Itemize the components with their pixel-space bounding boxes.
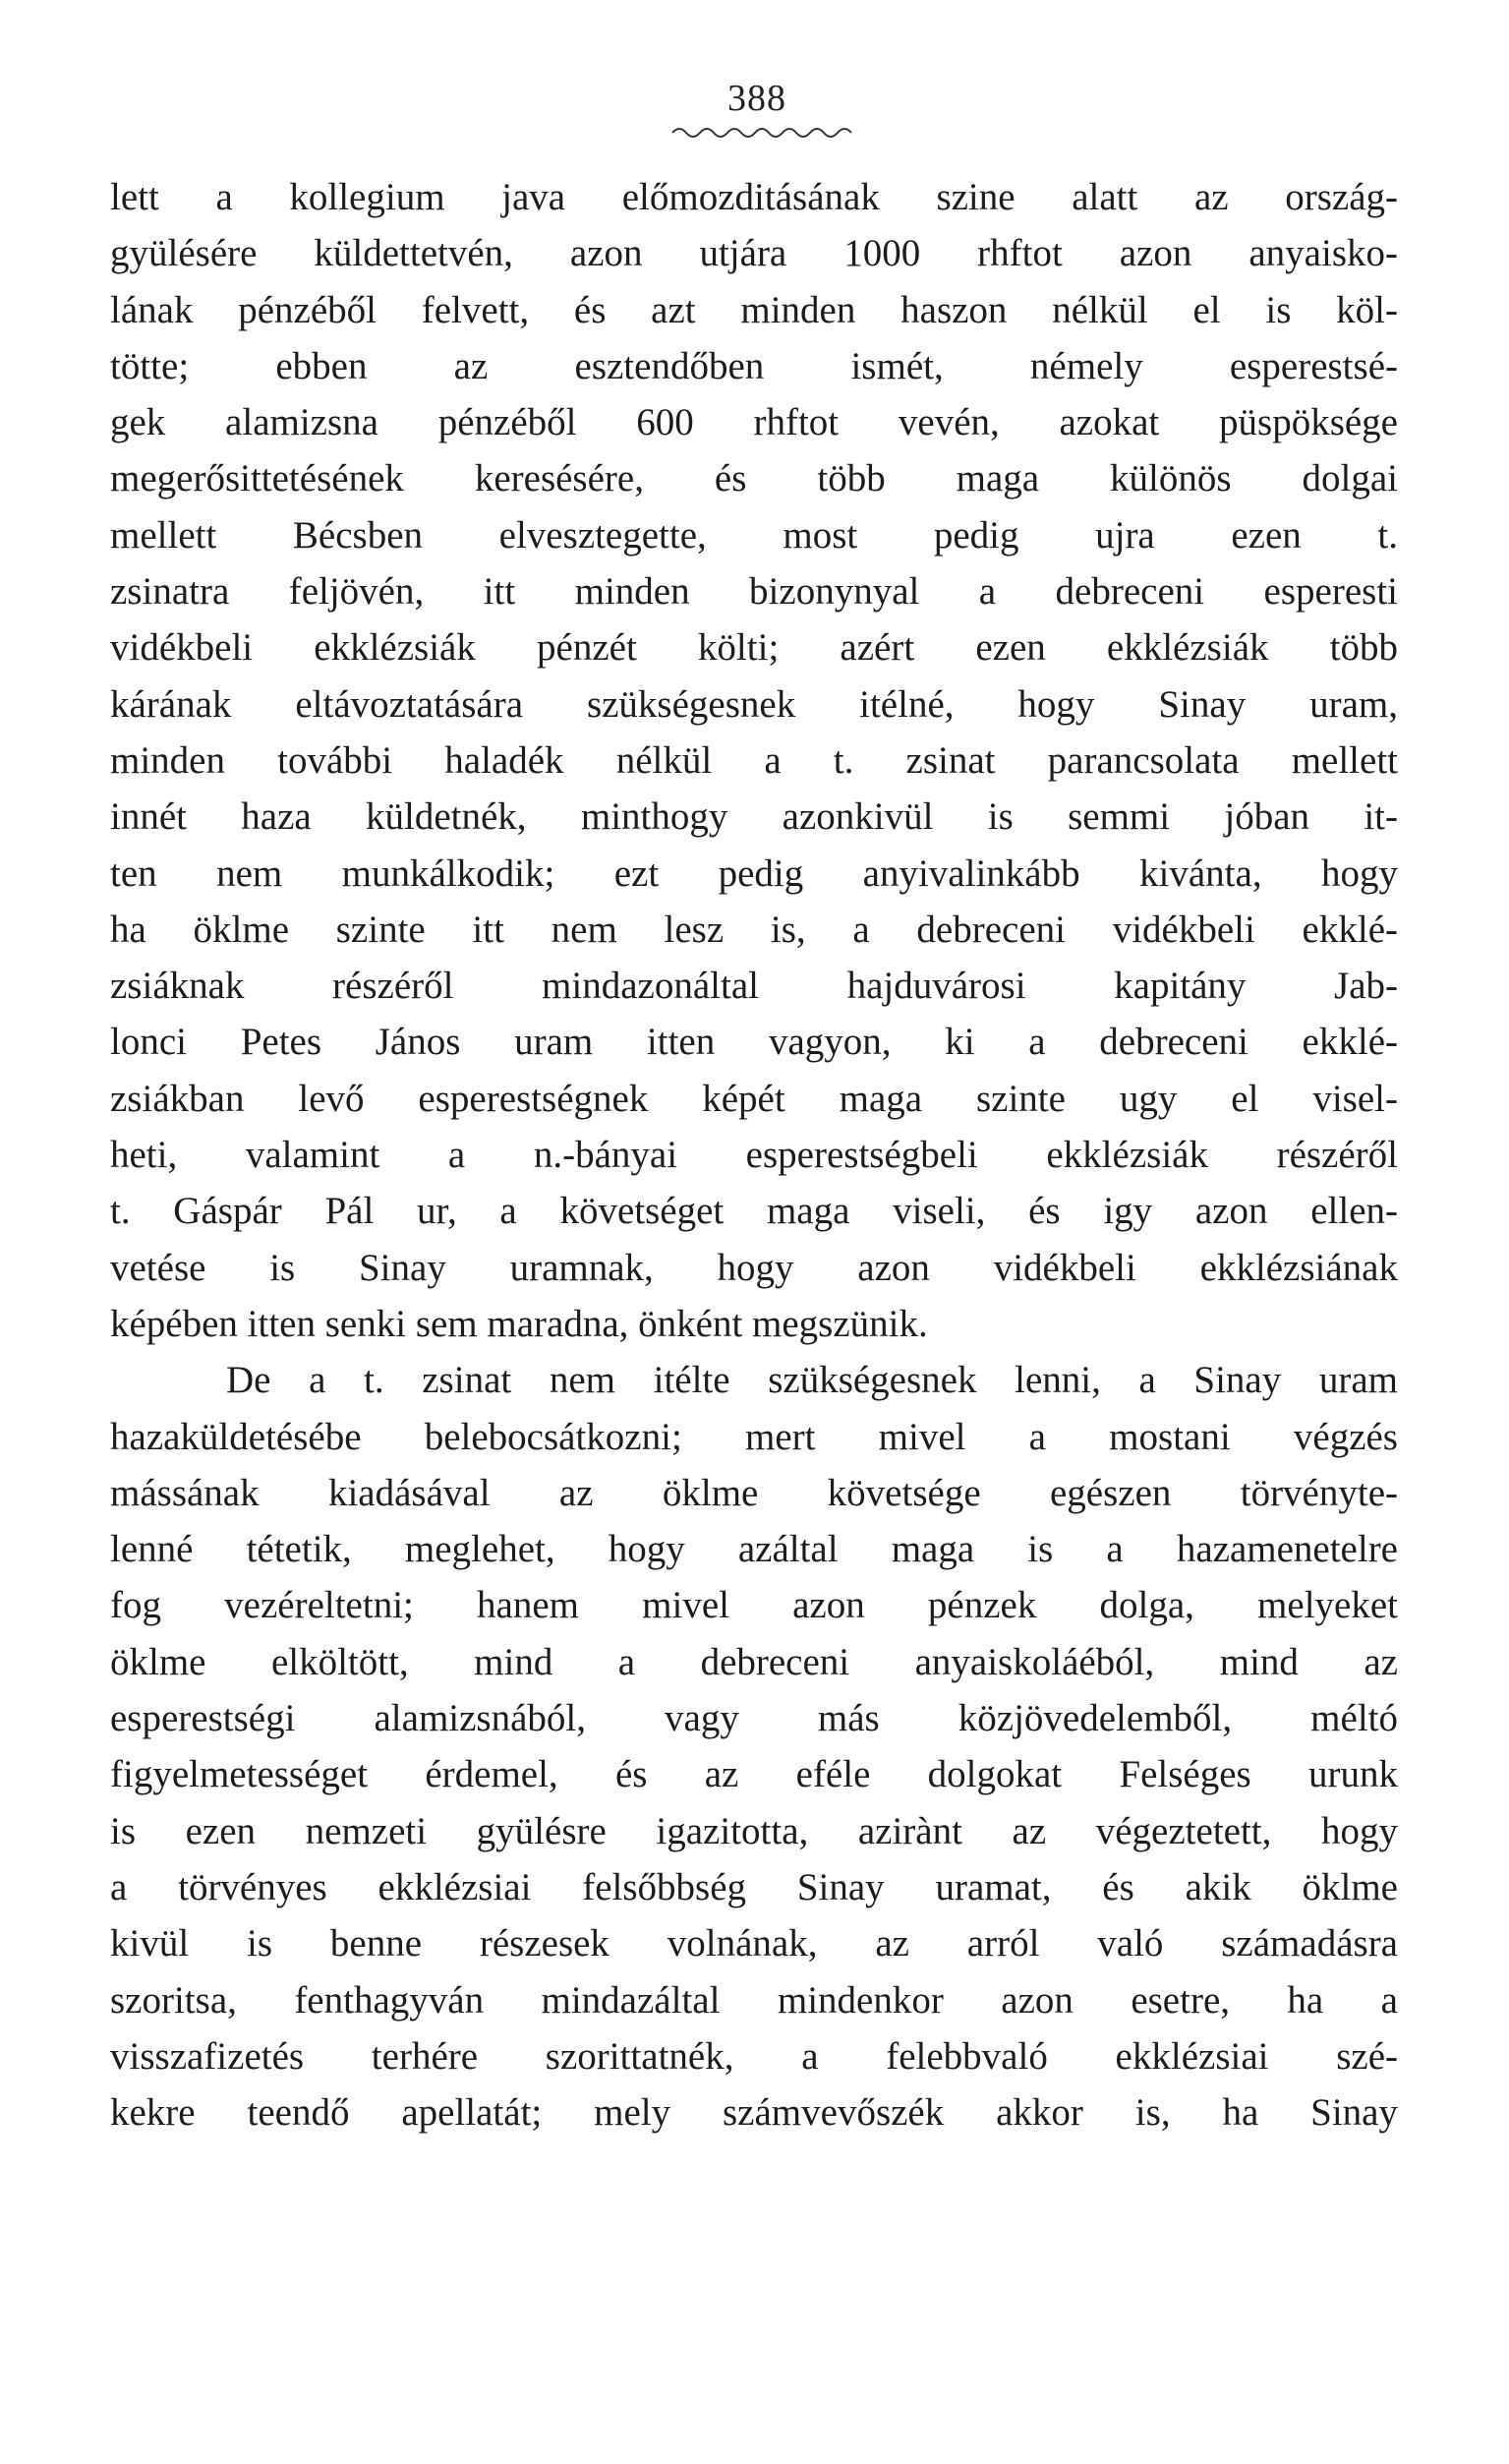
text-line: kivül is benne részesek volnának, az arról való számadásra	[110, 1922, 1398, 1965]
text-line: lenné tétetik, meglehet, hogy azáltal maga is a hazamenetelre	[110, 1528, 1398, 1571]
text-line: szoritsa, fenthagyván mindazáltal mindenkor azon esetre, ha a	[110, 1978, 1398, 2022]
text-line: kekre teendő apellatát; mely számvevőszék akkor is, ha Sinay	[110, 2091, 1398, 2135]
text-line: hazaküldetésébe belebocsátkozni; mert mivel a mostani végzés	[110, 1415, 1398, 1458]
text-line: fog vezéreltetni; hanem mivel azon pénzek dolga, melyeket	[110, 1584, 1398, 1627]
text-line: heti, valamint a n.-bányai esperestségbeli ekklézsiák részéről	[110, 1134, 1398, 1177]
body-text	[110, 169, 1398, 2141]
text-line: minden további haladék nélkül a t. zsinat parancsolata mellett	[110, 738, 1398, 782]
text-line: mellett Bécsben elvesztegette, most pedig ujra ezen t.	[110, 513, 1398, 557]
text-line: zsinatra feljövén, itt minden bizonynyal a debreceni esperesti	[110, 570, 1398, 614]
text-line: ha öklme szinte itt nem lesz is, a debreceni vidékbeli ekklé-	[110, 908, 1398, 951]
wavy-ornament-icon	[670, 122, 857, 144]
text-line: tötte; ebben az esztendőben ismét, némely esperestsé-	[110, 344, 1398, 387]
text-line: kárának eltávoztatására szükségesnek itélné, hogy Sinay uram,	[110, 682, 1398, 726]
text-line: megerősittetésének keresésére, és több maga különös dolgai	[110, 457, 1398, 500]
text-line: zsiáknak részéről mindazonáltal hajduvárosi kapitány Jab-	[110, 965, 1398, 1008]
text-line: esperestségi alamizsnából, vagy más közjövedelemből, méltó	[110, 1697, 1398, 1740]
page-number: 388	[727, 78, 786, 119]
paragraph-end-line: képében itten senki sem maradna, önként megszünik.	[110, 1302, 928, 1345]
text-line: a törvényes ekklézsiai felsőbbség Sinay uramat, és akik öklme	[110, 1865, 1398, 1908]
text-line: visszafizetés terhére szorittatnék, a felebbvaló ekklézsiai szé-	[110, 2034, 1398, 2078]
text-line: vetése is Sinay uramnak, hogy azon vidékbeli ekklézsiának	[110, 1246, 1398, 1289]
text-line: ten nem munkálkodik; ezt pedig anyivalinkább kivánta, hogy	[110, 851, 1398, 895]
text-line: mássának kiadásával az öklme követsége egészen törvényte-	[110, 1471, 1398, 1514]
text-line: gyülésére küldettetvén, azon utjára 1000 rhftot azon anyaisko-	[110, 232, 1398, 275]
text-line: öklme elköltött, mind a debreceni anyaiskoláéból, mind az	[110, 1640, 1398, 1683]
text-line: vidékbeli ekklézsiák pénzét költi; azért ezen ekklézsiák több	[110, 626, 1398, 670]
paragraph-start-line: De a t. zsinat nem itélte szükségesnek lenni, a Sinay uram	[226, 1359, 1398, 1402]
text-line: innét haza küldetnék, minthogy azonkivül is semmi jóban it-	[110, 795, 1398, 839]
text-line: lának pénzéből felvett, és azt minden haszon nélkül el is köl-	[110, 288, 1398, 331]
text-line: t. Gáspár Pál ur, a követséget maga viseli, és igy azon ellen-	[110, 1190, 1398, 1233]
text-line: lett a kollegium java előmozditásának szine alatt az ország-	[110, 176, 1398, 218]
text-line: zsiákban levő esperestségnek képét maga szinte ugy el visel-	[110, 1077, 1398, 1120]
text-line: lonci Petes János uram itten vagyon, ki a debreceni ekklé-	[110, 1021, 1398, 1064]
text-line: figyelmetességet érdemel, és az eféle dolgokat Felséges urunk	[110, 1753, 1398, 1796]
text-line: gek alamizsna pénzéből 600 rhftot vevén, azokat püspöksége	[110, 401, 1398, 444]
text-line: is ezen nemzeti gyülésre igazitotta, azirànt az végeztetett, hogy	[110, 1809, 1398, 1852]
